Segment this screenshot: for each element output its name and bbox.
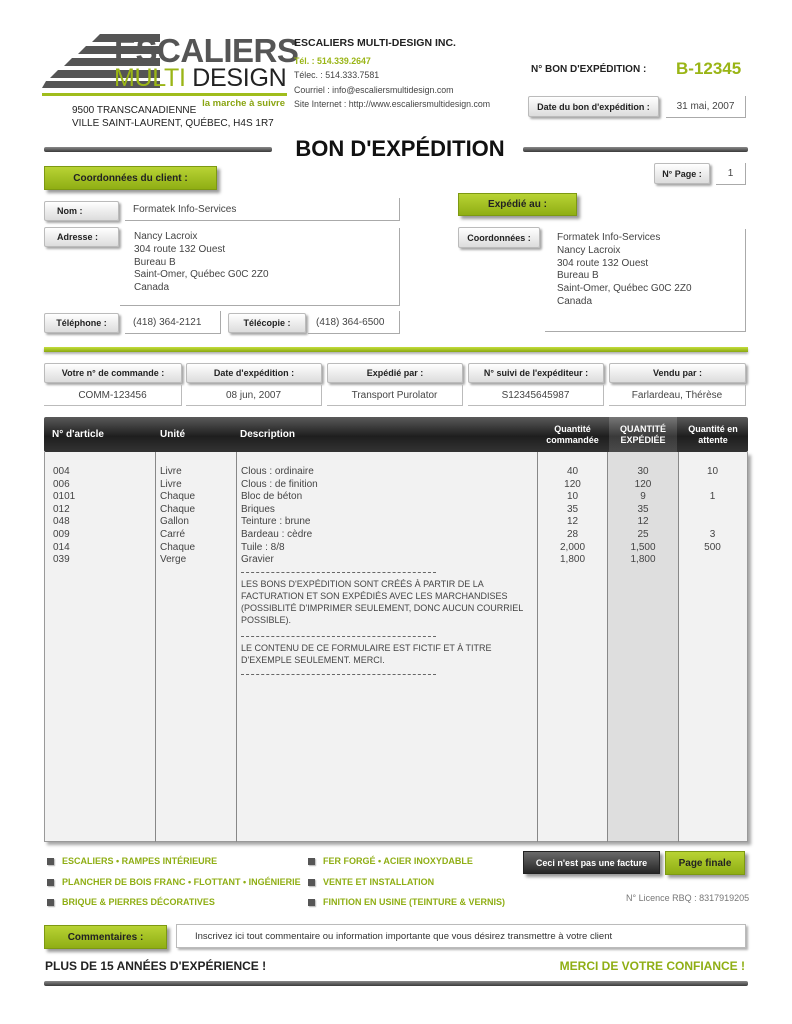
cell-qty-ordered: 10 bbox=[566, 491, 579, 503]
page-number[interactable]: 1 bbox=[716, 163, 746, 185]
logo-word-escaliers: ESCALIERS bbox=[114, 32, 299, 69]
header-qty-pending: Quantité en attente bbox=[688, 423, 738, 445]
company-email: Courriel : info@escaliersmultidesign.com bbox=[294, 84, 454, 95]
address-line-1: 9500 TRANSCANADIENNE bbox=[72, 105, 197, 116]
cell-qty-shipped: 30 bbox=[637, 466, 649, 477]
shipment-date-field[interactable]: 31 mai, 2007 bbox=[666, 96, 746, 118]
cell-description: Clous : de finition bbox=[241, 478, 318, 490]
cell-description: Bloc de béton bbox=[241, 491, 303, 503]
company-website: Site Internet : http://www.escaliersmultidesign.com bbox=[294, 99, 491, 109]
order-number-field[interactable]: COMM-123456 bbox=[44, 385, 182, 406]
client-section-label: Coordonnées du client : bbox=[44, 166, 217, 190]
logo-underline bbox=[42, 93, 287, 96]
shipment-number: B-12345 bbox=[676, 59, 742, 78]
cell-qty-pending: 500 bbox=[704, 541, 721, 553]
company-fax: Télec. : 514.333.7581 bbox=[294, 70, 380, 80]
cell-qty-pending: 10 bbox=[706, 466, 719, 477]
cell-description: Bardeau : cèdre bbox=[241, 529, 313, 540]
shipped-to-section-label: Expédié au : bbox=[458, 193, 577, 216]
shipped-to-line: 304 route 132 Ouest bbox=[557, 257, 649, 269]
service-item bbox=[47, 877, 301, 887]
company-name: ESCALIERS MULTI-DESIGN INC. bbox=[294, 37, 456, 49]
service-label: FER FORGÉ • ACIER INOXYDABLE bbox=[323, 856, 473, 866]
cell-qty-ordered: 12 bbox=[566, 516, 579, 528]
shipped-to-address-field[interactable] bbox=[545, 229, 746, 332]
service-item bbox=[47, 897, 215, 907]
column-divider bbox=[155, 452, 156, 842]
title-bar-left bbox=[44, 147, 272, 152]
shipment-date-label: Date du bon d'expédition : bbox=[528, 96, 659, 117]
bullet-square-icon bbox=[308, 879, 315, 886]
client-address-line: Canada bbox=[134, 282, 170, 294]
service-item bbox=[308, 856, 473, 866]
section-divider bbox=[44, 347, 748, 352]
address-line-2: VILLE SAINT-LAURENT, QUÉBEC, H4S 1R7 bbox=[72, 118, 274, 129]
note-separator bbox=[241, 636, 436, 637]
title-bar-right bbox=[523, 147, 748, 152]
cell-qty-ordered: 1,800 bbox=[559, 554, 586, 566]
tracking-number-field[interactable]: S12345645987 bbox=[468, 385, 604, 406]
experience-tagline: PLUS DE 15 ANNÉES D'EXPÉRIENCE ! bbox=[45, 959, 267, 973]
column-divider bbox=[678, 452, 679, 842]
cell-article: 014 bbox=[53, 541, 70, 553]
header-article: N° d'article bbox=[52, 429, 104, 440]
bullet-square-icon bbox=[308, 899, 315, 906]
bottom-bar bbox=[44, 981, 748, 986]
cell-description: Teinture : brune bbox=[241, 516, 311, 528]
client-phone-field[interactable]: (418) 364-2121 bbox=[125, 311, 221, 334]
cell-qty-ordered: 28 bbox=[566, 529, 579, 540]
cell-qty-ordered: 2,000 bbox=[559, 541, 586, 553]
cell-qty-shipped: 9 bbox=[640, 491, 646, 503]
shipped-to-line: Nancy Lacroix bbox=[557, 244, 621, 256]
logo-word-multidesign bbox=[114, 66, 286, 91]
service-label: FINITION EN USINE (TEINTURE & VERNIS) bbox=[323, 897, 506, 907]
order-number-label: Votre n° de commande : bbox=[44, 363, 182, 383]
client-name-field[interactable]: Formatek Info-Services bbox=[125, 198, 400, 221]
cell-article: 048 bbox=[53, 516, 70, 528]
client-phone-label: Téléphone : bbox=[44, 313, 119, 333]
cell-unit: Chaque bbox=[160, 503, 196, 515]
column-divider bbox=[236, 452, 237, 842]
cell-description: Clous : ordinaire bbox=[241, 466, 314, 477]
bullet-square-icon bbox=[308, 858, 315, 865]
cell-article: 012 bbox=[53, 503, 70, 515]
service-item bbox=[47, 856, 217, 866]
client-address-line: Saint-Omer, Québec G0C 2Z0 bbox=[134, 269, 269, 281]
bullet-square-icon bbox=[47, 899, 54, 906]
cell-article: 009 bbox=[53, 529, 70, 540]
service-label: PLANCHER DE BOIS FRANC • FLOTTANT • INGÉNIERIE bbox=[62, 877, 301, 887]
client-fax-field[interactable]: (418) 364-6500 bbox=[308, 311, 400, 334]
cell-unit: Livre bbox=[160, 478, 182, 490]
header-qty-shipped: QUANTITÉ EXPÉDIÉE bbox=[609, 417, 677, 452]
cell-qty-ordered: 35 bbox=[566, 503, 579, 515]
shipped-to-line: Canada bbox=[557, 295, 593, 307]
cell-description: Gravier bbox=[241, 554, 274, 566]
cell-qty-shipped: 1,800 bbox=[630, 554, 656, 566]
ship-date-label: Date d'expédition : bbox=[186, 363, 322, 383]
company-address bbox=[72, 104, 274, 130]
logo-word-design: DESIGN bbox=[185, 64, 287, 92]
service-item bbox=[308, 897, 505, 907]
cell-qty-shipped: 35 bbox=[637, 503, 649, 515]
header-qty-ordered: Quantité commandée bbox=[546, 423, 599, 445]
logo-word-multi: MULTI bbox=[114, 64, 186, 92]
cell-article: 006 bbox=[53, 478, 70, 490]
page-number-label: N° Page : bbox=[654, 163, 710, 184]
shipped-to-coords-label: Coordonnées : bbox=[458, 227, 540, 248]
shipped-to-line: Formatek Info-Services bbox=[557, 232, 661, 243]
cell-unit: Verge bbox=[160, 554, 187, 566]
thanks-message: MERCI DE VOTRE CONFIANCE ! bbox=[559, 959, 745, 973]
sold-by-field[interactable]: Farlardeau, Thérèse bbox=[609, 385, 746, 406]
bullet-square-icon bbox=[47, 879, 54, 886]
cell-qty-shipped: 1,500 bbox=[630, 541, 656, 553]
client-address-line: Nancy Lacroix bbox=[134, 231, 198, 242]
client-address-label: Adresse : bbox=[44, 227, 119, 247]
cell-unit: Livre bbox=[160, 466, 182, 477]
ship-date-field[interactable]: 08 jun, 2007 bbox=[186, 385, 322, 406]
company-logo bbox=[42, 28, 299, 109]
cell-qty-shipped: 120 bbox=[634, 478, 652, 490]
shipment-number-label: N° BON D'EXPÉDITION : bbox=[531, 64, 647, 75]
comments-field[interactable]: Inscrivez ici tout commentaire ou information importante que vous désirez transmettre à votre client bbox=[176, 924, 746, 948]
company-contact bbox=[294, 36, 490, 112]
cell-qty-pending: 1 bbox=[709, 491, 716, 503]
licence-number: N° Licence RBQ : 8317919205 bbox=[626, 893, 750, 903]
shipped-by-label: Expédié par : bbox=[327, 363, 463, 383]
cell-qty-pending: 3 bbox=[709, 529, 716, 540]
not-invoice-button[interactable]: Ceci n'est pas une facture bbox=[523, 851, 660, 874]
cell-unit: Chaque bbox=[160, 491, 196, 503]
service-label: ESCALIERS • RAMPES INTÉRIEURE bbox=[62, 856, 218, 866]
cell-qty-ordered: 120 bbox=[564, 478, 581, 490]
sold-by-label: Vendu par : bbox=[609, 363, 746, 383]
header-unit: Unité bbox=[160, 429, 185, 440]
company-phone: Tél. : 514.339.2647 bbox=[294, 55, 371, 66]
service-label: VENTE ET INSTALLATION bbox=[323, 877, 435, 887]
client-address-line: 304 route 132 Ouest bbox=[134, 243, 226, 255]
table-note-1: LES BONS D'EXPÉDITION SONT CRÉÉS À PARTIR DE LA FACTURATION ET SON EXPÉDIÉS AVEC LES MARCHANDISES (POSSIBLITÉ D'IMPRIMER SEULEMENT, DONC AUCUN COURRIEL POSSIBLE). bbox=[241, 579, 523, 625]
shipped-by-field[interactable]: Transport Purolator bbox=[327, 385, 463, 406]
service-item bbox=[308, 877, 434, 887]
table-note-2: LE CONTENU DE CE FORMULAIRE EST FICTIF ET À TITRE D'EXEMPLE SEULEMENT. MERCI. bbox=[241, 643, 492, 665]
client-address-field[interactable] bbox=[120, 228, 400, 306]
cell-qty-shipped: 12 bbox=[637, 516, 649, 528]
cell-qty-shipped: 25 bbox=[637, 529, 649, 540]
cell-article: 004 bbox=[53, 466, 70, 477]
bullet-square-icon bbox=[47, 858, 54, 865]
final-page-button[interactable]: Page finale bbox=[665, 851, 745, 875]
cell-unit: Carré bbox=[160, 529, 186, 540]
cell-description: Tuile : 8/8 bbox=[241, 541, 285, 553]
note-separator bbox=[241, 674, 436, 675]
cell-unit: Gallon bbox=[160, 516, 189, 528]
page-title: BON D'EXPÉDITION bbox=[295, 136, 505, 161]
comments-label: Commentaires : bbox=[44, 925, 167, 949]
shipped-to-line: Saint-Omer, Québec G0C 2Z0 bbox=[557, 283, 692, 295]
client-fax-label: Télécopie : bbox=[228, 313, 306, 333]
shipped-to-line: Bureau B bbox=[557, 270, 599, 282]
client-address-line: Bureau B bbox=[134, 256, 176, 268]
logo-tagline: la marche à suivre bbox=[202, 98, 285, 109]
header-description: Description bbox=[240, 429, 296, 440]
items-table-header bbox=[44, 417, 748, 452]
client-name-label: Nom : bbox=[44, 201, 119, 221]
cell-article: 0101 bbox=[53, 491, 76, 503]
note-separator bbox=[241, 572, 436, 573]
cell-article: 039 bbox=[53, 554, 70, 566]
cell-description: Briques bbox=[241, 503, 275, 515]
cell-unit: Chaque bbox=[160, 541, 196, 553]
tracking-number-label: N° suivi de l'expéditeur : bbox=[468, 363, 604, 383]
cell-qty-ordered: 40 bbox=[566, 466, 579, 477]
service-label: BRIQUE & PIERRES DÉCORATIVES bbox=[62, 897, 215, 907]
